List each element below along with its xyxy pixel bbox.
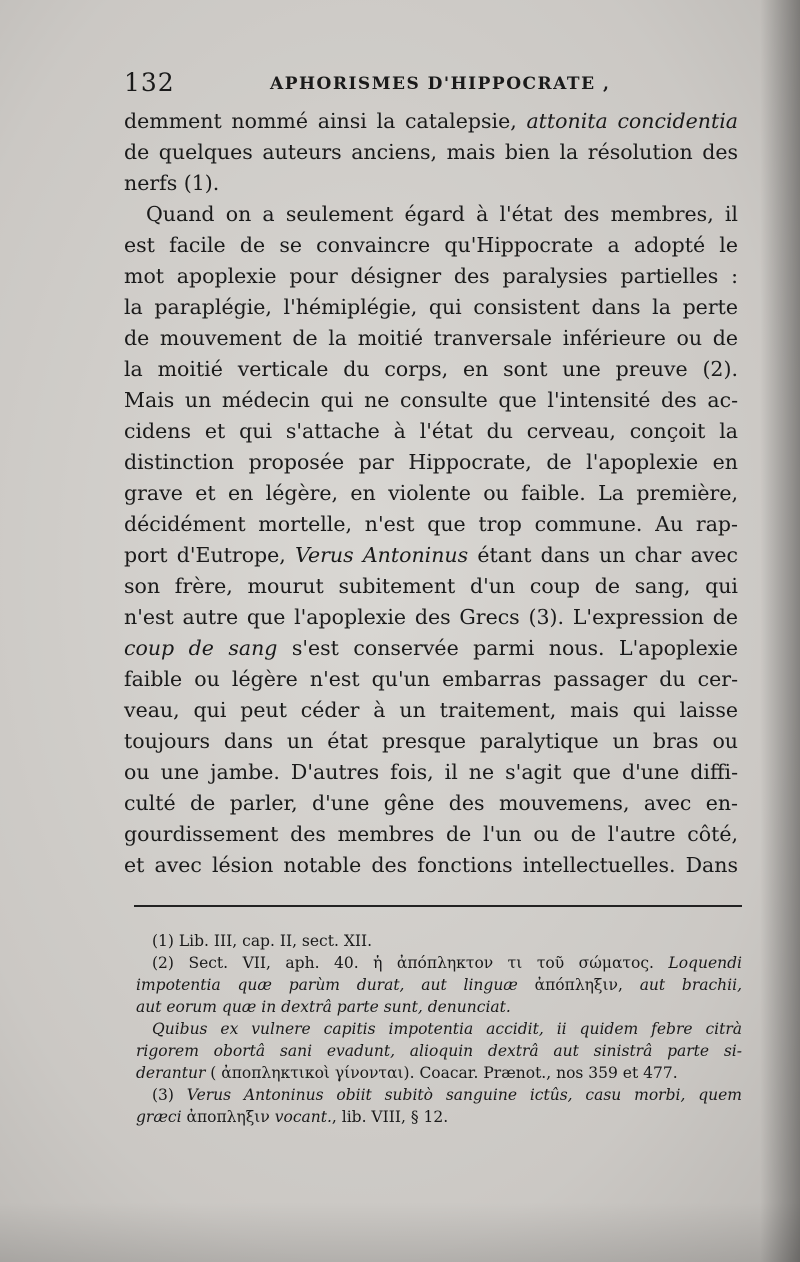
body-line: [124, 633, 738, 664]
body-line: [124, 819, 738, 850]
body-line: [124, 199, 738, 230]
body-line: [124, 540, 738, 571]
body-text-run: son frère, mourut subitement d'un coup de sang, qui: [124, 574, 738, 598]
footnote-italic-run: Quibus ex vulnere capitis impotentia accidit, ii quidem febre citrà: [152, 1020, 742, 1038]
footnote-italic-run: græci: [136, 1108, 182, 1126]
body-text-run: et avec lésion notable des fonctions intellectuelles. Dans: [124, 853, 738, 877]
footnote-italic-run: Loquendi: [668, 954, 742, 972]
body-text-run: de mouvement de la moitié tranversale inférieure ou de: [124, 326, 738, 350]
body-text-run: veau, qui peut céder à un traitement, mais qui laisse: [124, 698, 738, 722]
body-text-run: grave et en légère, en violente ou faible. La première,: [124, 481, 738, 505]
body-line: [124, 664, 738, 695]
footnote-text-run: (1) Lib. III, cap. II, sect. XII.: [152, 932, 373, 950]
body-line: [124, 385, 738, 416]
body-text-run: Quand on a seulement égard à l'état des membres, il: [146, 202, 738, 226]
body-line: [124, 137, 738, 168]
footnote-line: [136, 974, 742, 996]
footnote-text-run: ( ἀποπληκτικοὶ γίνονται). Coacar. Prænot., nos 359 et 477.: [205, 1064, 678, 1082]
body-text-run: distinction proposée par Hippocrate, de l'apoplexie en: [124, 450, 738, 474]
body-line: [124, 106, 738, 137]
body-text-run: port d'Eutrope,: [124, 543, 296, 567]
body-line: [124, 292, 738, 323]
body-text-run: n'est autre que l'apoplexie des Grecs (3). L'expression de: [124, 605, 738, 629]
body-line: [124, 168, 738, 199]
page-bottom-shadow: [0, 1202, 800, 1262]
body-line: [124, 850, 738, 881]
body-line: [124, 354, 738, 385]
body-text-run: faible ou légère n'est qu'un embarras passager du cer-: [124, 667, 738, 691]
body-text-run: toujours dans un état presque paralytique un bras ou: [124, 729, 738, 753]
footnote-text-run: (2) Sect. VII, aph. 40. ἡ ἀπόπληκτον τι τοῦ σώματος.: [152, 954, 669, 972]
footnote-italic-run: vocant.: [274, 1108, 332, 1126]
body-italic-run: Verus Antoninus: [295, 543, 469, 567]
body-text-run: mot apoplexie pour désigner des paralysies partielles :: [124, 264, 738, 288]
body-text-run: la paraplégie, l'hémiplégie, qui consistent dans la perte: [124, 295, 738, 319]
footnote-line: [136, 1018, 742, 1040]
footnote-line: [136, 1084, 742, 1106]
footnote-text-run: ἀποπληξιν: [181, 1108, 275, 1126]
body-line: [124, 726, 738, 757]
body-text-run: cidens et qui s'attache à l'état du cerveau, conçoit la: [124, 419, 738, 443]
footnote-italic-run: Verus Antoninus obiit subitò sanguine ictûs, casu morbi, quem: [186, 1086, 742, 1104]
body-text-run: est facile de se convaincre qu'Hippocrate a adopté le: [124, 233, 738, 257]
footnote-italic-run: impotentia quæ parùm durat, aut linguæ: [136, 976, 518, 994]
body-line: [124, 788, 738, 819]
body-text-run: demment nommé ainsi la catalepsie,: [124, 109, 527, 133]
footnotes: [136, 930, 742, 1128]
body-line: [124, 509, 738, 540]
footnote-line: [136, 1040, 742, 1062]
body-italic-run: attonita concidentia: [526, 109, 738, 133]
footnote-line: [136, 1106, 742, 1128]
body-line: [124, 230, 738, 261]
body-line: [124, 695, 738, 726]
body-text-run: s'est conservée parmi nous. L'apoplexie: [277, 636, 738, 660]
body-line: [124, 261, 738, 292]
footnote-italic-run: derantur: [136, 1064, 206, 1082]
footnote-line: [136, 1062, 742, 1084]
body-text-run: nerfs (1).: [124, 171, 220, 195]
body-line: [124, 323, 738, 354]
body-text-run: de quelques auteurs anciens, mais bien la résolution des: [124, 140, 738, 164]
body-line: [124, 757, 738, 788]
body-line: [124, 416, 738, 447]
body-text-run: gourdissement des membres de l'un ou de l'autre côté,: [124, 822, 738, 846]
footnote-text-run: , lib. VIII, § 12.: [331, 1108, 449, 1126]
footnote-italic-run: aut eorum quæ in dextrâ parte sunt, denunciat.: [136, 998, 511, 1016]
footnote-text-run: ἀπόπληξιν,: [517, 976, 640, 994]
main-text: [124, 106, 738, 881]
body-text-run: ou une jambe. D'autres fois, il ne s'agit que d'une diffi-: [124, 760, 738, 784]
footnote-line: [136, 930, 742, 952]
page-number: 132: [124, 68, 175, 97]
footnote-italic-run: aut brachii,: [639, 976, 742, 994]
body-line: [124, 478, 738, 509]
footnote-text-run: (3): [152, 1086, 187, 1104]
body-text-run: culté de parler, d'une gêne des mouvemens, avec en-: [124, 791, 738, 815]
body-line: [124, 447, 738, 478]
body-text-run: étant dans un char avec: [468, 543, 738, 567]
footnote-line: [136, 952, 742, 974]
footnote-italic-run: rigorem obortâ sani evadunt, alioquin dextrâ aut sinistrâ parte si-: [136, 1042, 742, 1060]
page-edge-shadow: [760, 0, 800, 1262]
footnote-separator-rule: [134, 905, 742, 907]
body-text-run: décidément mortelle, n'est que trop commune. Au rap-: [124, 512, 738, 536]
body-text-run: Mais un médecin qui ne consulte que l'intensité des ac-: [124, 388, 738, 412]
body-text-run: la moitié verticale du corps, en sont une preuve (2).: [124, 357, 738, 381]
footnote-line: [136, 996, 742, 1018]
body-line: [124, 571, 738, 602]
page-header: [124, 68, 744, 98]
running-title: APHORISMES D'HIPPOCRATE ,: [270, 74, 611, 94]
body-line: [124, 602, 738, 633]
body-italic-run: coup de sang: [124, 636, 278, 660]
